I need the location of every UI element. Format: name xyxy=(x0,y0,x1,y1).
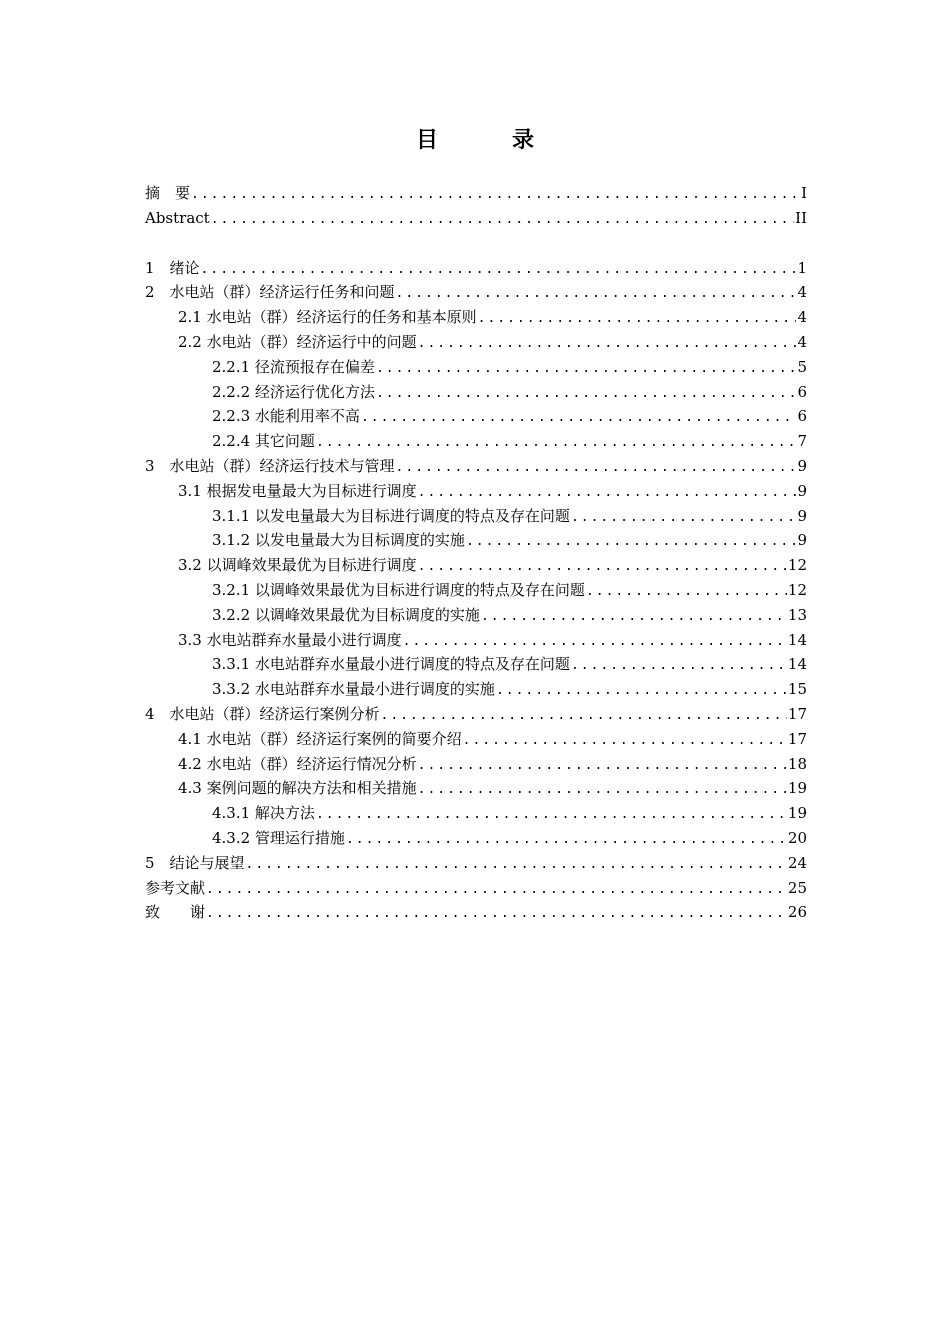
toc-dot-leader xyxy=(418,555,787,580)
toc-entry[interactable] xyxy=(145,628,807,653)
toc-dot-leader xyxy=(361,406,797,431)
toc-entry-label: 4.1 水电站（群）经济运行案例的简要介绍 xyxy=(178,729,462,748)
toc-entry-page-number: 20 xyxy=(787,828,807,847)
toc-entry[interactable] xyxy=(145,429,807,454)
toc-entry-page-number: 19 xyxy=(787,804,807,823)
toc-dot-leader xyxy=(418,754,787,779)
page-title: 目 录 xyxy=(415,128,560,153)
toc-dot-leader xyxy=(396,456,797,481)
toc-dot-leader xyxy=(246,853,787,878)
toc-entry-page-number: 12 xyxy=(787,580,807,599)
toc-entry-label: 2.2.3 水能利用率不高 xyxy=(212,407,360,426)
toc-entry-page-number: 13 xyxy=(787,605,807,624)
toc-entry-page-number: 4 xyxy=(797,332,807,351)
toc-entry-label: 3.1 根据发电量最大为目标进行调度 xyxy=(178,481,417,500)
toc-entry-page-number: 18 xyxy=(787,754,807,773)
toc-entry[interactable] xyxy=(145,479,807,504)
toc-entry[interactable] xyxy=(145,206,807,231)
toc-entry[interactable] xyxy=(145,181,807,206)
toc-dot-leader xyxy=(496,679,787,704)
toc-entry-label: 2.2.1 径流预报存在偏差 xyxy=(212,357,375,376)
toc-entry-label: 4.3 案例问题的解决方法和相关措施 xyxy=(178,779,417,798)
toc-dot-leader xyxy=(478,307,797,332)
toc-dot-leader xyxy=(466,530,797,555)
toc-entry-page-number: 17 xyxy=(787,704,807,723)
toc-entry-label: 参考文献 xyxy=(145,878,206,897)
toc-entry[interactable] xyxy=(145,603,807,628)
toc-entry-page-number: 26 xyxy=(787,903,807,922)
toc-entry-label: 2.2.4 其它问题 xyxy=(212,432,315,451)
toc-entry[interactable] xyxy=(145,776,807,801)
toc-entry-label: 3.3.1 水电站群弃水量最小进行调度的特点及存在问题 xyxy=(212,655,570,674)
toc-entry[interactable] xyxy=(145,677,807,702)
toc-entry[interactable] xyxy=(145,727,807,752)
toc-entry-page-number: II xyxy=(795,208,807,227)
toc-dot-leader xyxy=(206,878,787,903)
toc-dot-leader xyxy=(586,580,787,605)
toc-entry-label: 2.2.2 经济运行优化方法 xyxy=(212,382,375,401)
toc-entry[interactable] xyxy=(145,652,807,677)
toc-entry-page-number: 9 xyxy=(797,456,807,475)
toc-dot-leader xyxy=(376,382,797,407)
toc-entry-label: 摘 要 xyxy=(145,184,191,202)
toc-entry-label: 3.2 以调峰效果最优为目标进行调度 xyxy=(178,556,417,575)
toc-entry-page-number: 12 xyxy=(787,556,807,575)
toc-entry-label: 3.3 水电站群弃水量最小进行调度 xyxy=(178,630,402,649)
toc-entry[interactable] xyxy=(145,876,807,901)
toc-entry-page-number: 4 xyxy=(797,308,807,327)
toc-entry-page-number: 6 xyxy=(797,407,807,426)
toc-entry-label: Abstract xyxy=(145,208,210,227)
toc-entry-page-number: 6 xyxy=(797,382,807,401)
toc-entry-page-number: 14 xyxy=(787,630,807,649)
toc-entry-page-number: 7 xyxy=(797,432,807,451)
toc-entry-label: 5 结论与展望 xyxy=(145,853,245,872)
toc-entry-page-number: 5 xyxy=(797,357,807,376)
toc-dot-leader xyxy=(418,332,797,357)
toc-dot-leader xyxy=(191,183,800,208)
toc-dot-leader xyxy=(316,803,787,828)
toc-entry-page-number: 9 xyxy=(797,506,807,525)
toc-entry-page-number: 15 xyxy=(787,680,807,699)
toc-dot-leader xyxy=(463,729,787,754)
toc-entry-label: 2.2 水电站（群）经济运行中的问题 xyxy=(178,332,417,351)
toc-entry-page-number: I xyxy=(801,184,807,202)
toc-entry[interactable] xyxy=(145,355,807,380)
toc-dot-leader xyxy=(381,704,787,729)
toc-entry-label: 4.2 水电站（群）经济运行情况分析 xyxy=(178,754,417,773)
toc-entry-label: 3.1.2 以发电量最大为目标调度的实施 xyxy=(212,531,465,550)
toc-entry-label: 2 水电站（群）经济运行任务和问题 xyxy=(145,283,395,302)
toc-entry-page-number: 4 xyxy=(797,283,807,302)
toc-dot-leader xyxy=(571,654,787,679)
toc-dot-leader xyxy=(481,605,787,630)
toc-entry-page-number: 9 xyxy=(797,531,807,550)
toc-dot-leader xyxy=(418,481,797,506)
toc-entry-label: 3.2.1 以调峰效果最优为目标进行调度的特点及存在问题 xyxy=(212,580,585,599)
toc-entry-label: 1 绪论 xyxy=(145,258,200,277)
toc-entry[interactable] xyxy=(145,380,807,405)
toc-entry[interactable] xyxy=(145,752,807,777)
toc-entry-page-number: 14 xyxy=(787,655,807,674)
toc-entry[interactable] xyxy=(145,702,807,727)
toc-entry[interactable] xyxy=(145,305,807,330)
toc-entry-page-number: 1 xyxy=(797,258,807,277)
toc-entry-label: 致 谢 xyxy=(145,903,206,922)
toc-entry-label: 3.1.1 以发电量最大为目标进行调度的特点及存在问题 xyxy=(212,506,570,525)
toc-entry[interactable] xyxy=(145,578,807,603)
toc-entry-page-number: 19 xyxy=(787,779,807,798)
toc-entry-label: 4.3.2 管理运行措施 xyxy=(212,828,345,847)
toc-dot-leader xyxy=(211,208,794,233)
toc-entry-label: 2.1 水电站（群）经济运行的任务和基本原则 xyxy=(178,308,477,327)
toc-entry-label: 3.3.2 水电站群弃水量最小进行调度的实施 xyxy=(212,680,495,699)
toc-dot-leader xyxy=(346,828,787,853)
toc-dot-leader xyxy=(396,282,797,307)
toc-entry[interactable] xyxy=(145,454,807,479)
toc-dot-leader xyxy=(418,778,787,803)
toc-entry[interactable] xyxy=(145,826,807,851)
toc-entry[interactable] xyxy=(145,504,807,529)
toc-entry-page-number: 25 xyxy=(787,878,807,897)
toc-entry-page-number: 9 xyxy=(797,481,807,500)
toc-entry[interactable] xyxy=(145,330,807,355)
toc-entry[interactable] xyxy=(145,553,807,578)
toc-entry[interactable] xyxy=(145,280,807,305)
toc-dot-leader xyxy=(201,258,797,283)
toc-entry-label: 4.3.1 解决方法 xyxy=(212,804,315,823)
toc-entry-page-number: 24 xyxy=(787,853,807,872)
toc-entry-label: 3.2.2 以调峰效果最优为目标调度的实施 xyxy=(212,605,480,624)
toc-entry[interactable] xyxy=(145,256,807,281)
toc-dot-leader xyxy=(376,357,797,382)
toc-entry-label: 4 水电站（群）经济运行案例分析 xyxy=(145,704,380,723)
toc-dot-leader xyxy=(206,902,787,927)
toc-entry[interactable] xyxy=(145,801,807,826)
toc-dot-leader xyxy=(316,431,797,456)
toc-entry-page-number: 17 xyxy=(787,729,807,748)
toc-entry[interactable] xyxy=(145,404,807,429)
toc-entry-label: 3 水电站（群）经济运行技术与管理 xyxy=(145,456,395,475)
table-of-contents xyxy=(145,181,807,925)
toc-entry[interactable] xyxy=(145,900,807,925)
toc-entry[interactable] xyxy=(145,528,807,553)
toc-entry[interactable] xyxy=(145,851,807,876)
toc-dot-leader xyxy=(571,506,797,531)
toc-dot-leader xyxy=(403,630,787,655)
